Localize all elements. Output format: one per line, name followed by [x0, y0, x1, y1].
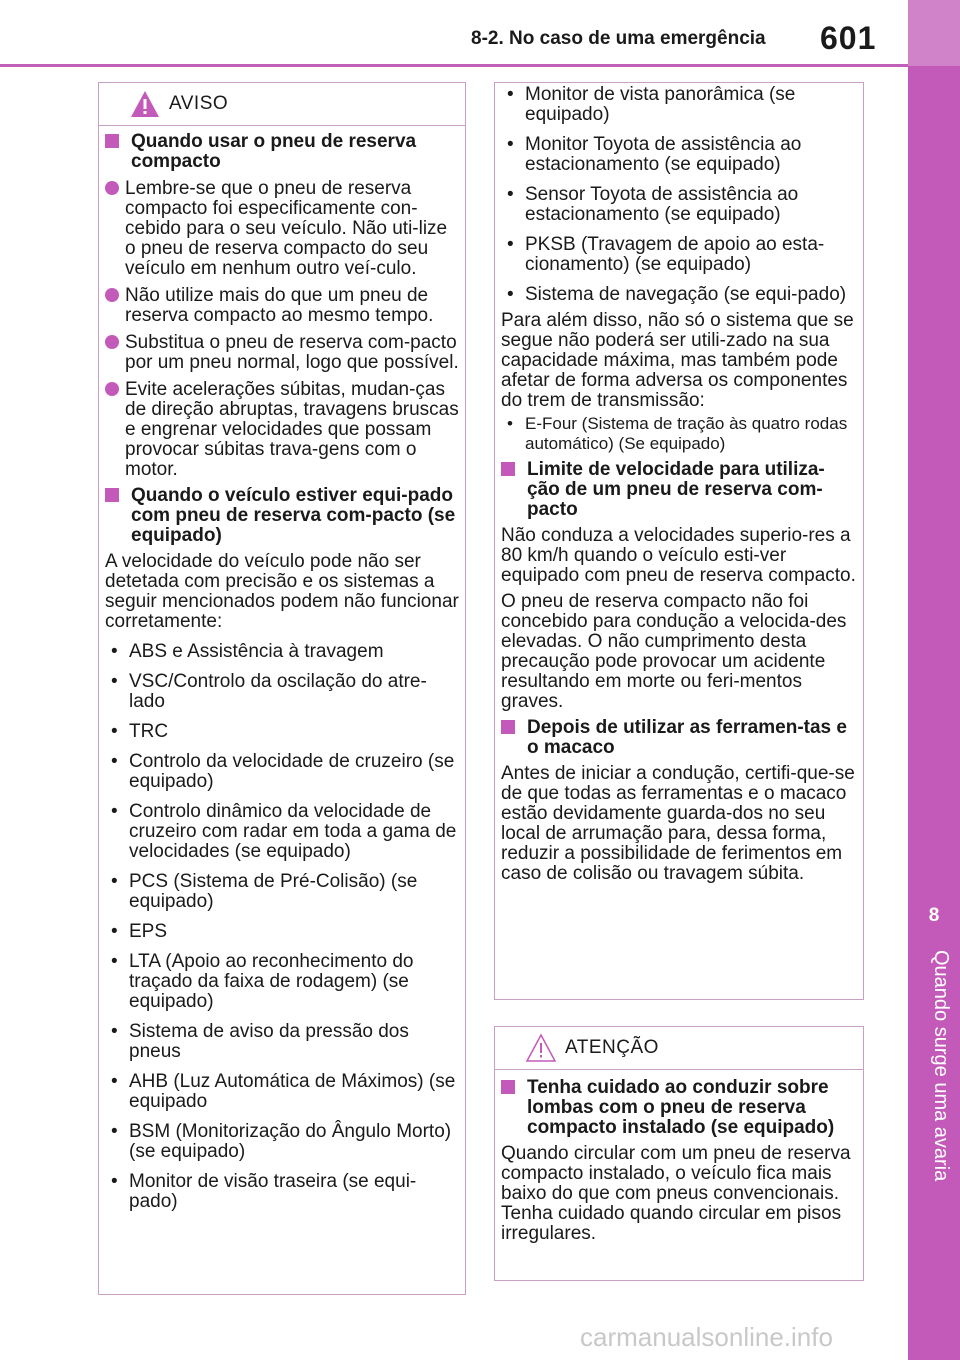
page-number: 601 — [820, 20, 877, 56]
warning-list-item: • Sistema de aviso da pressão dos pneus — [111, 1021, 409, 1062]
warning-list-item: • VSC/Controlo da oscilação do atre-lado — [111, 671, 427, 712]
right-heading-1: Limite de velocidade para utiliza-ção de um pneu de reserva com-pacto — [501, 460, 857, 520]
right-paragraph: Para além disso, não só o sistema que se segue não poderá ser utili-zado na sua capacidade máxima, mas também pode afetar de forma adversa os componentes do trem de transmissão: — [501, 310, 854, 411]
right-list-item: • Monitor de vista panorâmica (se equipado) — [507, 84, 796, 125]
right-paragraph: Antes de iniciar a condução, certifi-que-se de que todas as ferramentas e o macaco estão devidamente guarda-dos no seu local de arrumação para, dessa forma, reduzir a possibilidade de ferimentos em caso de colisão ou travagem súbita. — [501, 763, 855, 884]
header-divider — [0, 64, 908, 67]
square-bullet-icon — [105, 134, 119, 148]
square-bullet-icon — [501, 462, 515, 476]
right-paragraph: O pneu de reserva compacto não foi concebido para condução a velocida-des elevadas. O não cumprimento desta precaução pode provocar um acidente resultando em morte ou feri-mentos graves. — [501, 591, 847, 712]
right-list-item: • Sensor Toyota de assistência ao estacionamento (se equipado) — [507, 184, 799, 225]
square-bullet-icon — [105, 488, 119, 502]
caution-paragraph: Quando circular com um pneu de reserva compacto instalado, o veículo fica mais baixo do que com pneus convencionais. Tenha cuidado quando circular em pisos irregulares. — [501, 1143, 851, 1244]
warning-triangle-icon — [129, 89, 161, 119]
caution-triangle-icon — [525, 1033, 557, 1063]
right-paragraph: Não conduza a velocidades superio-res a 80 km/h quando o veículo esti-ver equipado com pneu de reserva compacto. — [501, 525, 856, 586]
right-list-item: • Sistema de navegação (se equi-pado) — [507, 284, 847, 305]
warning-heading-1: Quando usar o pneu de reserva compacto — [105, 132, 459, 172]
warning-box — [98, 82, 466, 1295]
right-heading-2: Depois de utilizar as ferramen-tas e o macaco — [501, 718, 857, 758]
square-bullet-icon — [501, 1080, 515, 1094]
square-bullet-icon — [501, 720, 515, 734]
warning-list-item: • LTA (Apoio ao reconhecimento do traçado da faixa de rodagem) (se equipado) — [111, 951, 414, 1012]
right-list-item: • Monitor Toyota de assistência ao estacionamento (se equipado) — [507, 134, 802, 175]
watermark: carmanualsonline.info — [580, 1322, 833, 1352]
warning-box-continued — [494, 82, 864, 1000]
chapter-title: Quando surge uma avaria — [930, 950, 952, 1182]
warning-list-item: • TRC — [111, 721, 169, 742]
right-small-list-item: • E-Four (Sistema de tração às quatro rodas automático) (Se equipado) — [507, 414, 848, 453]
warning-dot-item: Evite acelerações súbitas, mudan-ças de direção abruptas, travagens bruscas e engrenar velocidades que possam provocar súbitas trava-gens com o motor. — [105, 380, 459, 480]
warning-list-item: • AHB (Luz Automática de Máximos) (se equipado — [111, 1071, 456, 1112]
circle-bullet-icon — [105, 181, 119, 195]
warning-heading-2: Quando o veículo estiver equi-pado com pneu de reserva com-pacto (se equipado) — [105, 486, 459, 546]
warning-list-item: • PCS (Sistema de Pré-Colisão) (se equipado) — [111, 871, 418, 912]
caution-heading: Tenha cuidado ao conduzir sobre lombas com o pneu de reserva compacto instalado (se equipado) — [501, 1078, 857, 1138]
circle-bullet-icon — [105, 335, 119, 349]
caution-box-title: ATENÇÃO — [565, 1037, 659, 1058]
warning-dot-item: Não utilize mais do que um pneu de reserva compacto ao mesmo tempo. — [105, 286, 459, 326]
section-title: 8-2. No caso de uma emergência — [471, 28, 766, 49]
warning-box-header — [99, 83, 465, 126]
warning-list-item: • Monitor de visão traseira (se equi-pado) — [111, 1171, 417, 1212]
right-list-item: • PKSB (Travagem de apoio ao esta-cionamento) (se equipado) — [507, 234, 825, 275]
circle-bullet-icon — [105, 288, 119, 302]
warning-list-item: • Controlo da velocidade de cruzeiro (se equipado) — [111, 751, 455, 792]
warning-list-item: • ABS e Assistência à travagem — [111, 641, 384, 662]
side-tab-top-band — [908, 0, 960, 66]
warning-paragraph: A velocidade do veículo pode não ser detetada com precisão e os sistemas a seguir mencionados podem não funcionar corretamente: — [105, 551, 459, 632]
chapter-number: 8 — [928, 905, 940, 926]
warning-list-item: • Controlo dinâmico da velocidade de cruzeiro com radar em toda a gama de velocidades (se equipado) — [111, 801, 457, 862]
caution-box-header — [495, 1027, 863, 1070]
warning-box-title: AVISO — [169, 93, 229, 114]
caution-box — [494, 1026, 864, 1281]
warning-dot-item: Substitua o pneu de reserva com-pacto por um pneu normal, logo que possível. — [105, 333, 459, 373]
circle-bullet-icon — [105, 382, 119, 396]
warning-dot-item: Lembre-se que o pneu de reserva compacto foi especificamente con-cebido para o seu veículo. Não uti-lize o pneu de reserva compacto do seu veículo em nenhum outro veí-culo. — [105, 179, 459, 279]
chapter-side-tab — [908, 0, 960, 1360]
warning-list-item: • BSM (Monitorização do Ângulo Morto) (se equipado) — [111, 1121, 452, 1162]
warning-list-item: • EPS — [111, 921, 168, 942]
